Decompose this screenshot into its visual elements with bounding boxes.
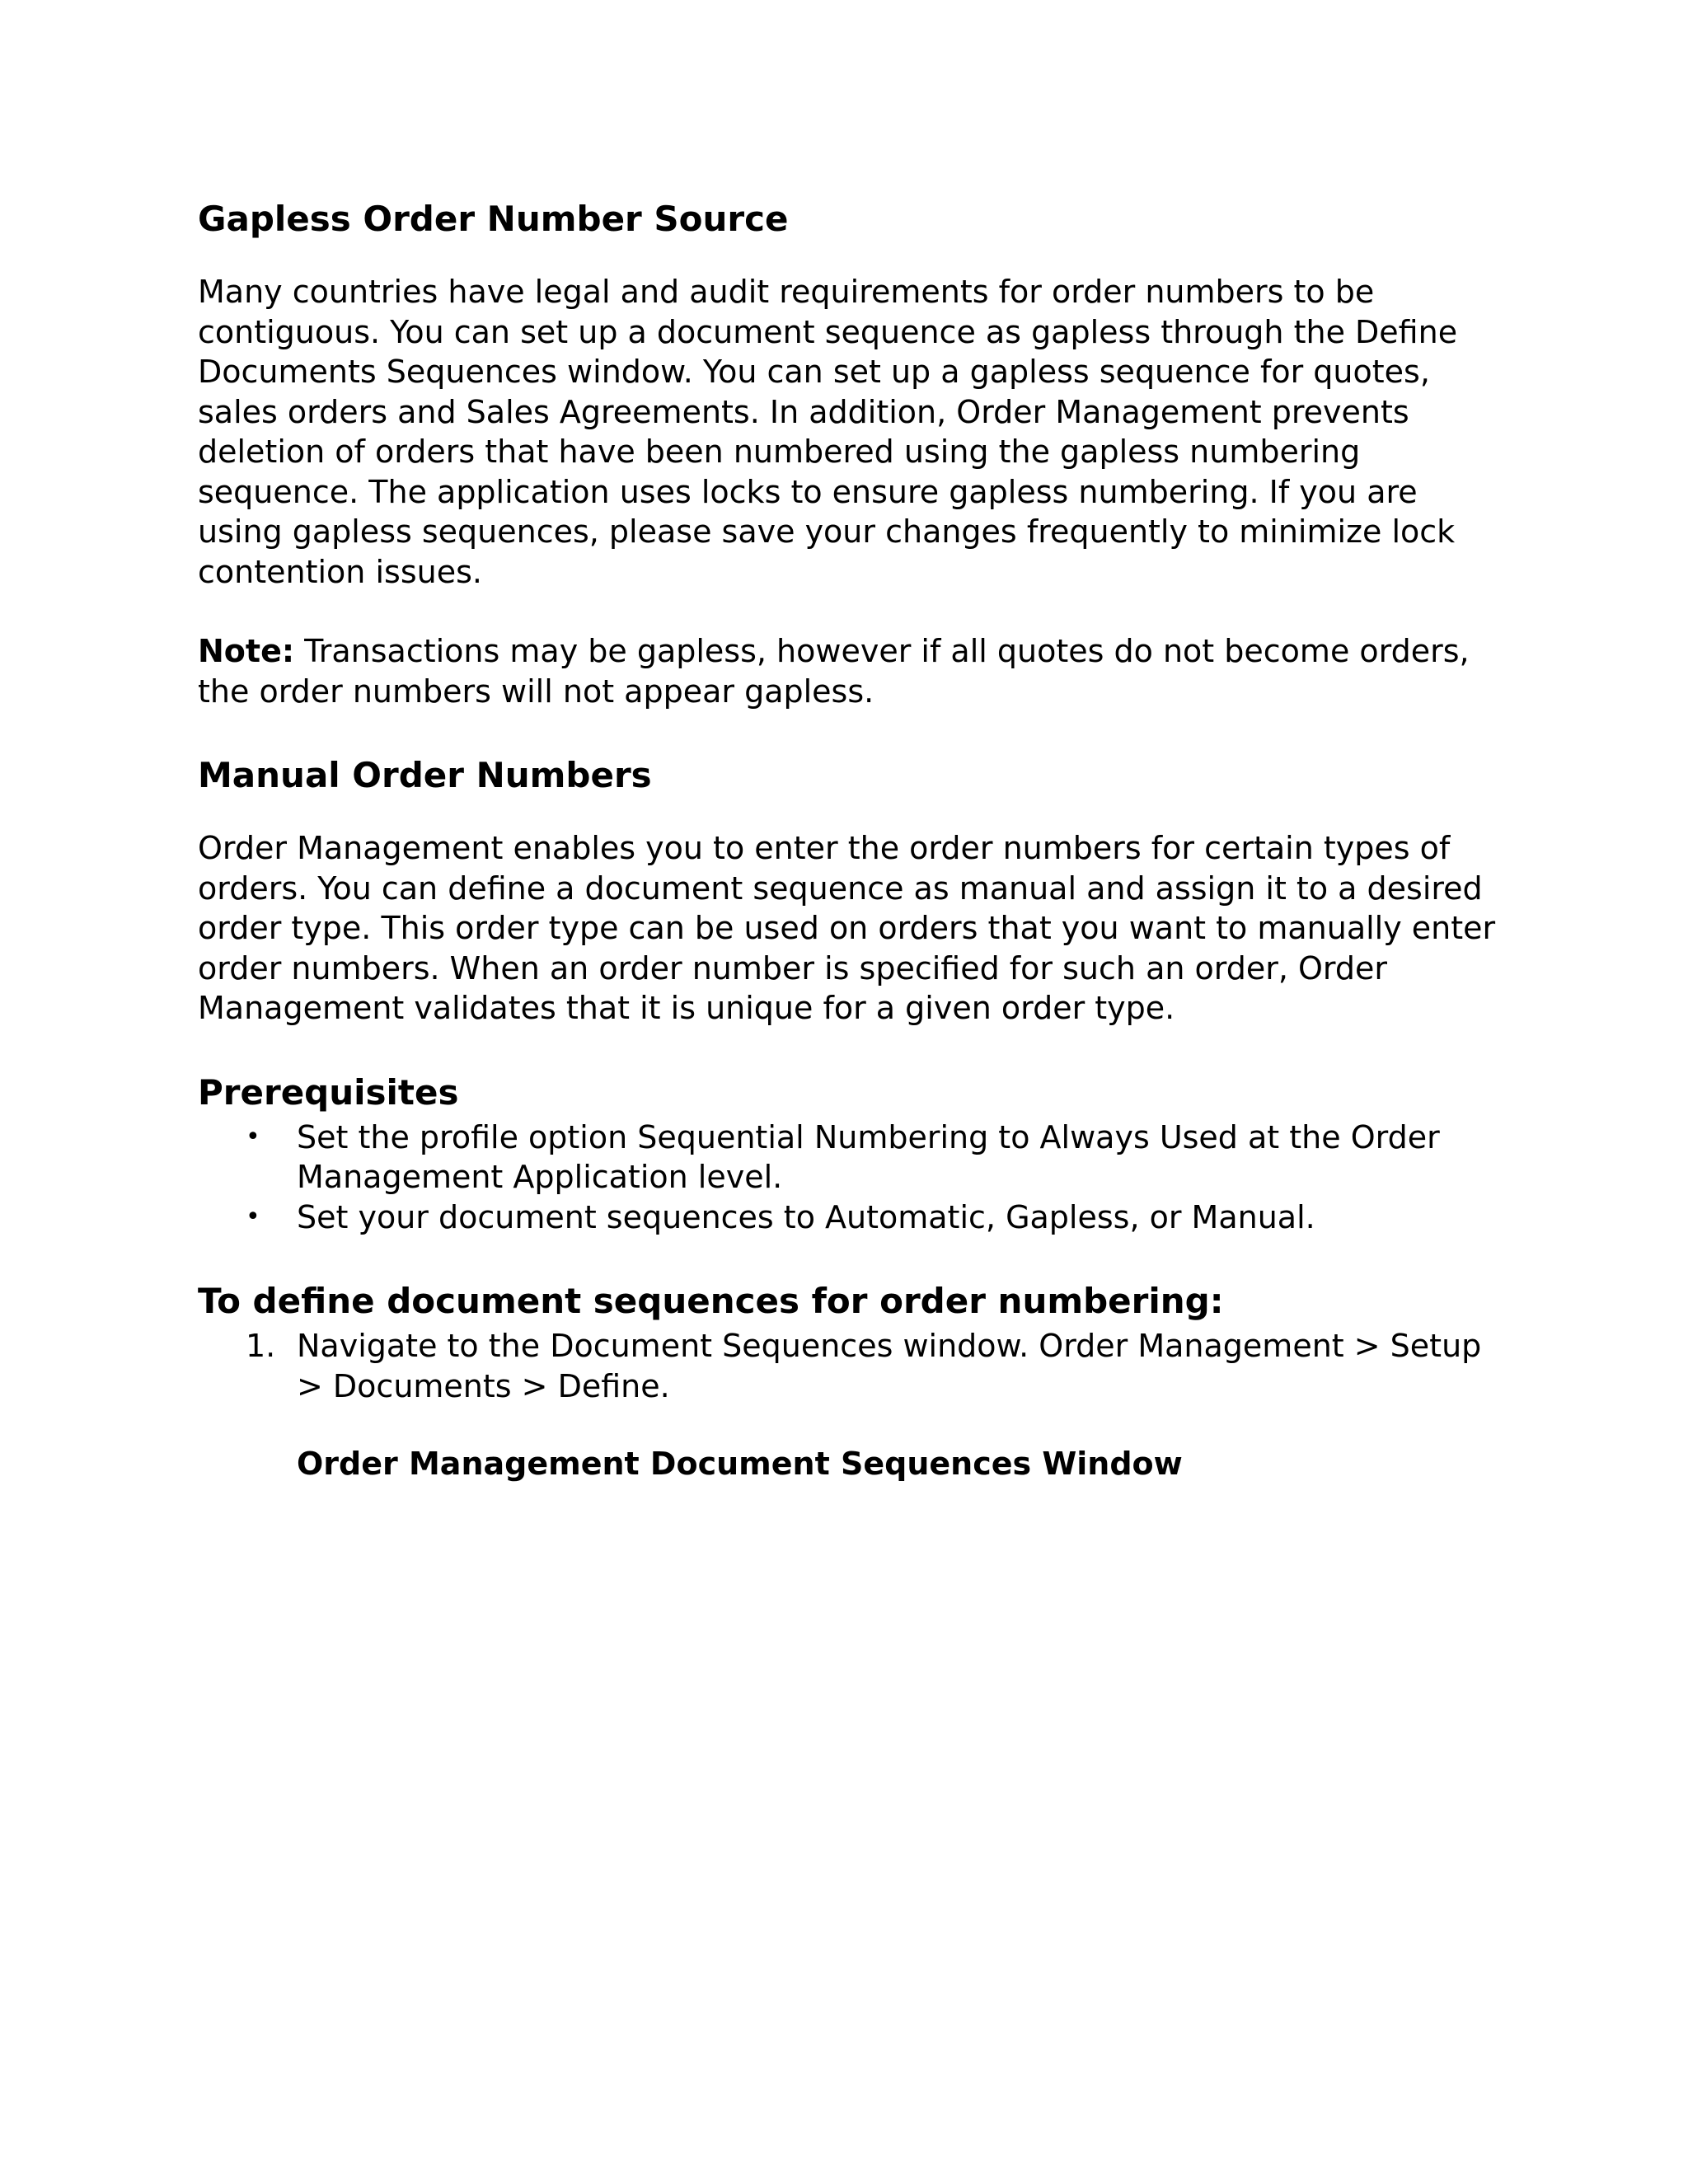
- prerequisites-list: [198, 1118, 1500, 1238]
- paragraph-note: [198, 631, 1500, 711]
- list-item: [198, 1197, 1500, 1238]
- heading-manual-order-numbers: Manual Order Numbers: [198, 755, 652, 795]
- heading-define-document-sequences: To define document sequences for order numbering:: [198, 1281, 1224, 1321]
- steps-list: [198, 1326, 1500, 1406]
- heading-prerequisites: Prerequisites: [198, 1071, 459, 1113]
- note-text: Transactions may be gapless, however if all quotes do not become orders, the order numbers will not appear gapless.: [198, 633, 1470, 710]
- bullet-icon: •: [246, 1202, 260, 1231]
- step-text: Navigate to the Document Sequences window. Order Management > Setup > Documents > Define.: [297, 1328, 1482, 1404]
- list-item-text: Set the profile option Sequential Numbering to Always Used at the Order Management Application level.: [297, 1118, 1440, 1195]
- note-label: Note:: [198, 633, 295, 669]
- list-item-text: Set your document sequences to Automatic, Gapless, or Manual.: [297, 1198, 1315, 1235]
- heading-gapless-order-number-source: Gapless Order Number Source: [198, 199, 789, 239]
- paragraph-gapless-body: Many countries have legal and audit requirements for order numbers to be contiguous. You can set up a document sequence as gapless through the Define Documents Sequences window. You can set up a gapless sequence for quotes, sales orders and Sales Agreements. In addition, Order Management prevents deletion of orders that have been numbered using the gapless numbering sequence. The application uses locks to ensure gapless numbering. If you are using gapless sequences, please save your changes frequently to minimize lock contention issues.: [198, 274, 1458, 590]
- step-item: [198, 1326, 1500, 1406]
- list-item: [198, 1118, 1500, 1197]
- bullet-icon: •: [246, 1122, 260, 1151]
- step-number: 1.: [246, 1328, 276, 1364]
- figure-caption: Order Management Document Sequences Window: [297, 1446, 1183, 1482]
- paragraph-manual-body: Order Management enables you to enter the order numbers for certain types of orders. You can define a document sequence as manual and assign it to a desired order type. This order type can be used on orders that you want to manually enter order numbers. When an order number is specified for such an order, Order Management validates that it is unique for a given order type.: [198, 830, 1496, 1026]
- document-content: [198, 194, 1500, 1484]
